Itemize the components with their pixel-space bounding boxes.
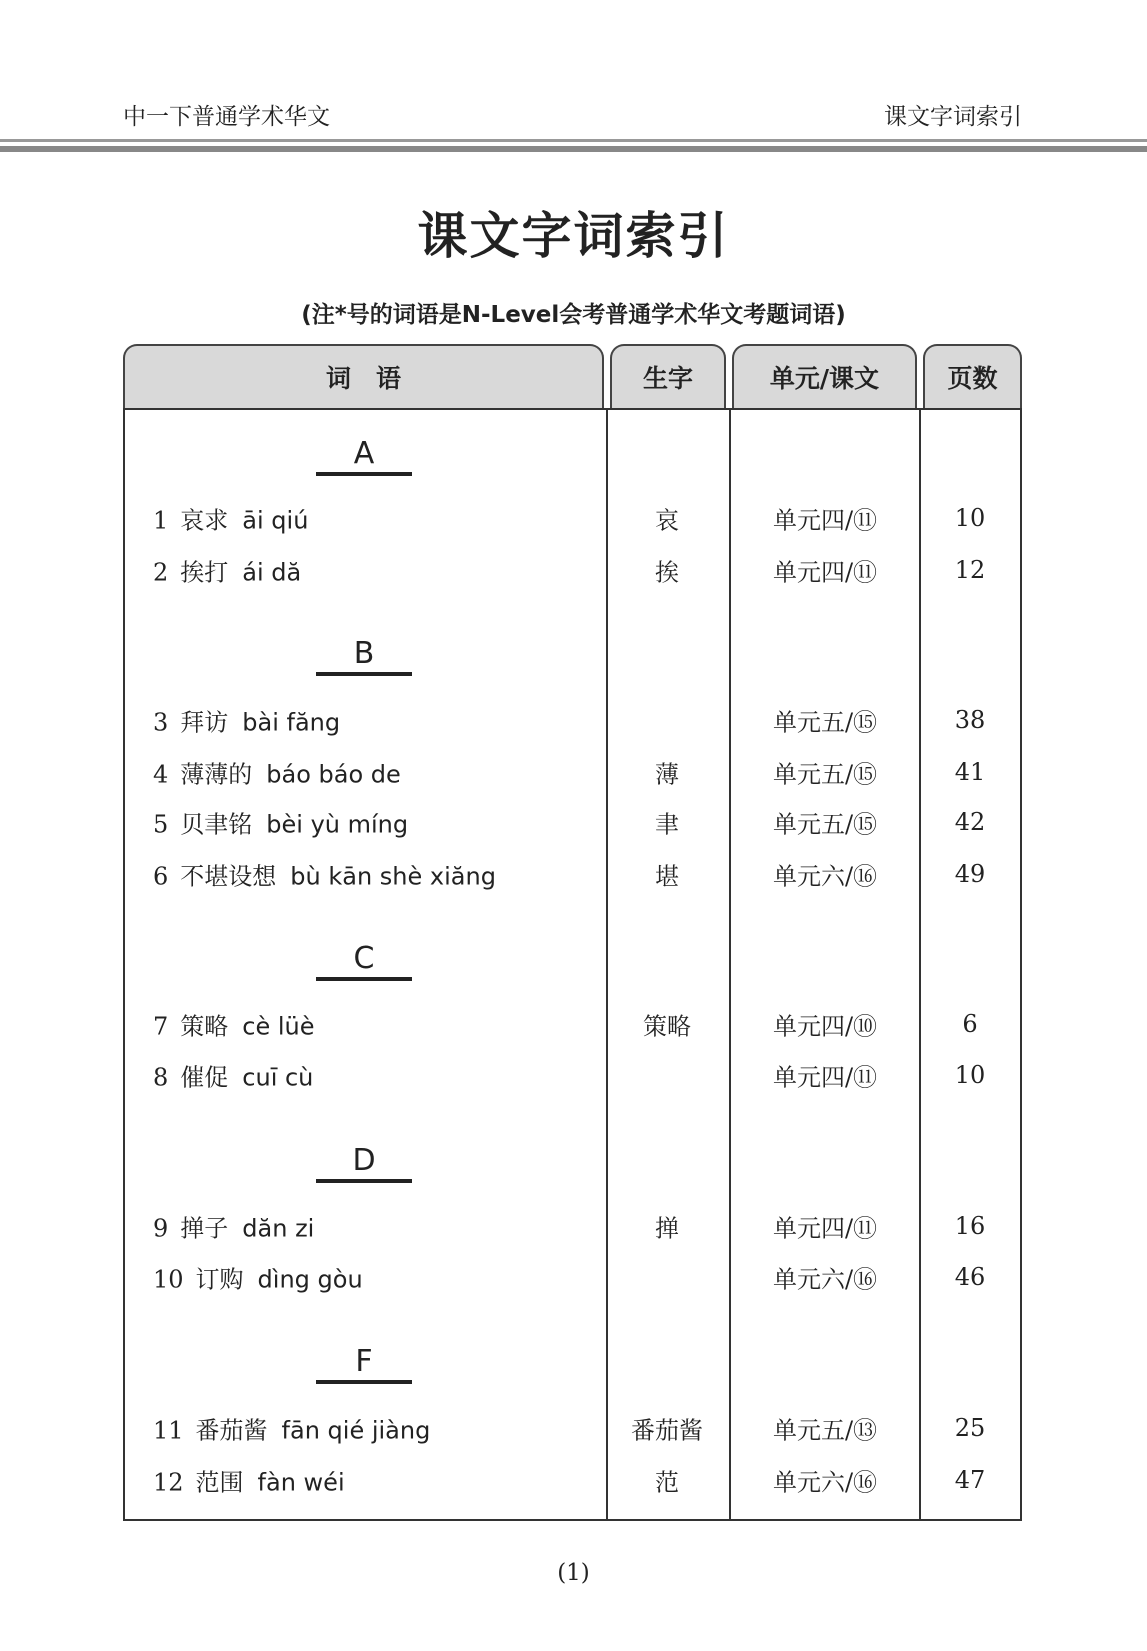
entry-unit-lesson: 单元五/⑮ [772, 760, 878, 789]
column-divider [606, 408, 608, 1521]
entry-page: 12 [954, 556, 986, 584]
entry-pinyin: báo báo de [266, 760, 401, 789]
entry-pinyin: bài făng [242, 708, 341, 737]
section-letter: F [316, 1344, 412, 1384]
entry-unit-lesson: 单元五/⑮ [772, 708, 878, 737]
entry-pinyin: bèi yù míng [266, 810, 409, 839]
entry-word: 催促 [180, 1063, 229, 1092]
column-divider [729, 408, 731, 1521]
entry-word: 策略 [180, 1012, 229, 1041]
entry-unit-lesson: 单元四/⑩ [772, 1012, 878, 1041]
entry-word: 订购 [195, 1265, 244, 1294]
entry-new-characters: 范 [655, 1468, 679, 1497]
entry-unit-lesson: 单元四/⑪ [772, 1063, 878, 1092]
page-number: (1) [557, 1560, 590, 1586]
entry-number: 8 [153, 1063, 169, 1092]
entry-pinyin: ái dă [242, 558, 302, 587]
entry-new-characters: 番茄酱 [631, 1416, 703, 1445]
entry-word: 贝聿铭 [180, 810, 253, 839]
entry-word: 挨打 [180, 558, 229, 587]
entry-unit-lesson: 单元四/⑪ [772, 1214, 878, 1243]
table-row-word [153, 1007, 315, 1042]
entry-new-characters: 哀 [655, 506, 679, 535]
entry-pinyin: dăn zi [242, 1214, 315, 1243]
entry-number: 1 [153, 506, 169, 535]
page-title: 课文字词索引 [417, 207, 730, 265]
entry-pinyin: fān qié jiàng [281, 1416, 431, 1445]
entry-word: 不堪设想 [180, 862, 277, 891]
column-header-words: 词 语 [123, 344, 604, 408]
entry-number: 5 [153, 810, 169, 839]
entry-pinyin: āi qiú [242, 506, 309, 535]
entry-pinyin: cuī cù [242, 1063, 314, 1092]
table-row-word [153, 755, 401, 790]
table-row-word [153, 1058, 313, 1093]
entry-unit-lesson: 单元四/⑪ [772, 506, 878, 535]
entry-pinyin: dìng gòu [257, 1265, 363, 1294]
entry-number: 10 [153, 1265, 184, 1294]
entry-page: 42 [954, 808, 986, 836]
table-row-word [153, 1411, 430, 1446]
table-row-word [153, 1463, 345, 1498]
table-row-word [153, 1209, 314, 1244]
entry-page: 38 [954, 706, 986, 734]
entry-page: 25 [954, 1414, 986, 1442]
entry-new-characters: 堪 [655, 862, 679, 891]
entry-number: 7 [153, 1012, 169, 1041]
entry-number: 4 [153, 760, 169, 789]
table-row-word [153, 805, 408, 840]
table-row-word [153, 1260, 363, 1295]
entry-number: 9 [153, 1214, 169, 1243]
entry-page: 46 [954, 1263, 986, 1291]
table-row-word [153, 703, 340, 738]
entry-unit-lesson: 单元六/⑯ [772, 862, 878, 891]
entry-unit-lesson: 单元四/⑪ [772, 558, 878, 587]
header-section-title: 课文字词索引 [884, 104, 1022, 130]
column-divider [919, 408, 921, 1521]
header-rule [0, 139, 1147, 142]
entry-unit-lesson: 单元六/⑯ [772, 1265, 878, 1294]
section-letter: B [316, 636, 412, 676]
entry-number: 2 [153, 558, 169, 587]
entry-pinyin: bù kān shè xiăng [290, 862, 496, 891]
header-rule-thick [0, 146, 1147, 152]
column-header-characters: 生字 [610, 344, 726, 408]
entry-page: 49 [954, 860, 986, 888]
entry-pinyin: fàn wéi [257, 1468, 345, 1497]
entry-new-characters: 挨 [655, 558, 679, 587]
entry-unit-lesson: 单元五/⑮ [772, 810, 878, 839]
entry-word: 拜访 [180, 708, 229, 737]
entry-number: 3 [153, 708, 169, 737]
section-letter: D [316, 1143, 412, 1183]
entry-page: 6 [962, 1010, 978, 1038]
entry-unit-lesson: 单元六/⑯ [772, 1468, 878, 1497]
entry-page: 47 [954, 1466, 986, 1494]
column-header-page: 页数 [923, 344, 1022, 408]
header-book-title: 中一下普通学术华文 [123, 104, 330, 130]
entry-number: 11 [153, 1416, 184, 1445]
table-row-word [153, 553, 301, 588]
entry-word: 哀求 [180, 506, 229, 535]
entry-page: 16 [954, 1212, 986, 1240]
entry-new-characters: 聿 [655, 810, 679, 839]
table-row-word [153, 501, 308, 536]
entry-new-characters: 策略 [643, 1012, 691, 1041]
entry-unit-lesson: 单元五/⑬ [772, 1416, 878, 1445]
entry-page: 41 [954, 758, 986, 786]
entry-new-characters: 掸 [655, 1214, 679, 1243]
entry-word: 范围 [195, 1468, 244, 1497]
entry-word: 番茄酱 [195, 1416, 268, 1445]
entry-pinyin: cè lüè [242, 1012, 315, 1041]
entry-page: 10 [954, 504, 986, 532]
entry-word: 薄薄的 [180, 760, 253, 789]
entry-page: 10 [954, 1061, 986, 1089]
section-letter: C [316, 941, 412, 981]
entry-number: 12 [153, 1468, 184, 1497]
table-row-word [153, 857, 496, 892]
entry-number: 6 [153, 862, 169, 891]
subtitle-note: (注*号的词语是N-Level会考普通学术华文考题词语) [301, 302, 846, 328]
entry-new-characters: 薄 [655, 760, 679, 789]
column-header-unit-lesson: 单元/课文 [732, 344, 917, 408]
entry-word: 掸子 [180, 1214, 229, 1243]
section-letter: A [316, 436, 412, 476]
